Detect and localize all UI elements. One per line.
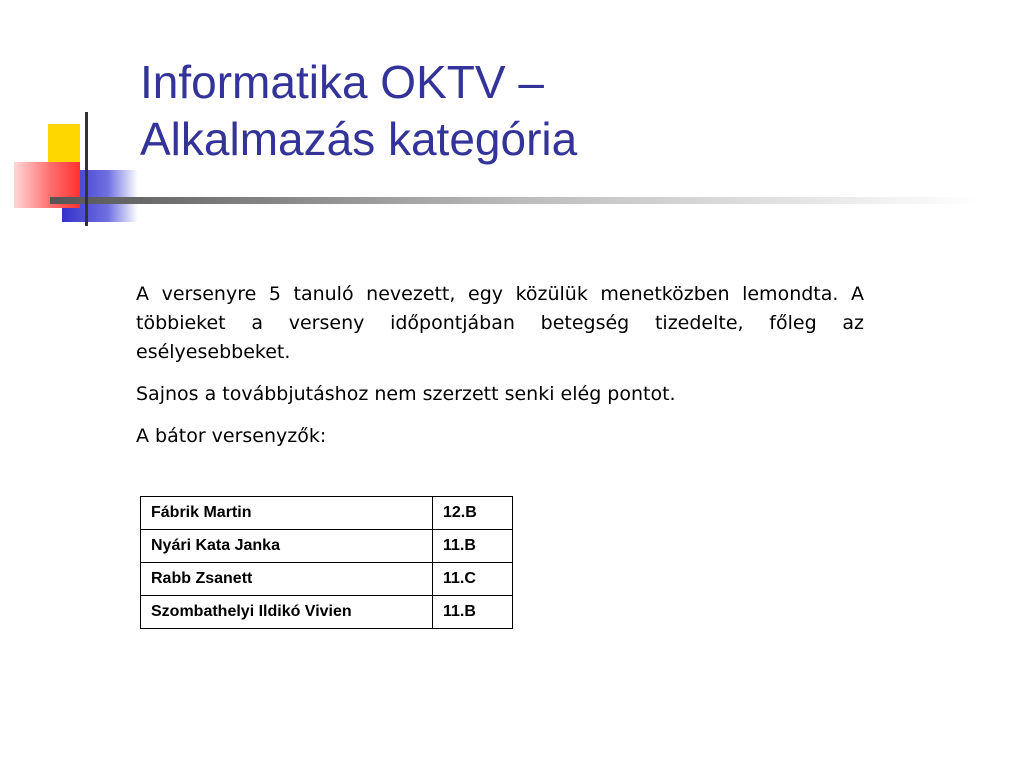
paragraph-competitors-heading: A bátor versenyzők: <box>136 425 327 447</box>
yellow-square <box>48 124 80 174</box>
table-row <box>141 563 513 596</box>
student-name: Rabb Zsanett <box>141 563 433 596</box>
table-row <box>141 497 513 530</box>
student-class: 11.B <box>433 596 513 629</box>
red-square <box>14 162 80 208</box>
table-row <box>141 596 513 629</box>
slide-body <box>136 280 864 464</box>
title-underline <box>50 197 980 204</box>
student-class: 11.B <box>433 530 513 563</box>
slide-title <box>140 54 577 168</box>
paragraph-entrants: A versenyre 5 tanuló nevezett, egy közülük menetközben lemondta. A többieket a verseny időpontjában betegség tizedelte, főleg az esélyesebbeket. <box>136 283 864 363</box>
title-line-2: Alkalmazás kategória <box>140 113 578 165</box>
title-line-1: Informatika OKTV – <box>140 56 544 108</box>
table-row <box>141 530 513 563</box>
student-name: Fábrik Martin <box>141 497 433 530</box>
student-class: 11.C <box>433 563 513 596</box>
vertical-line <box>85 112 88 226</box>
students-table <box>140 496 513 629</box>
student-class: 12.B <box>433 497 513 530</box>
blue-square <box>62 170 138 222</box>
student-name: Szombathelyi Ildikó Vivien <box>141 596 433 629</box>
student-name: Nyári Kata Janka <box>141 530 433 563</box>
paragraph-results: Sajnos a továbbjutáshoz nem szerzett senki elég pontot. <box>136 383 676 405</box>
